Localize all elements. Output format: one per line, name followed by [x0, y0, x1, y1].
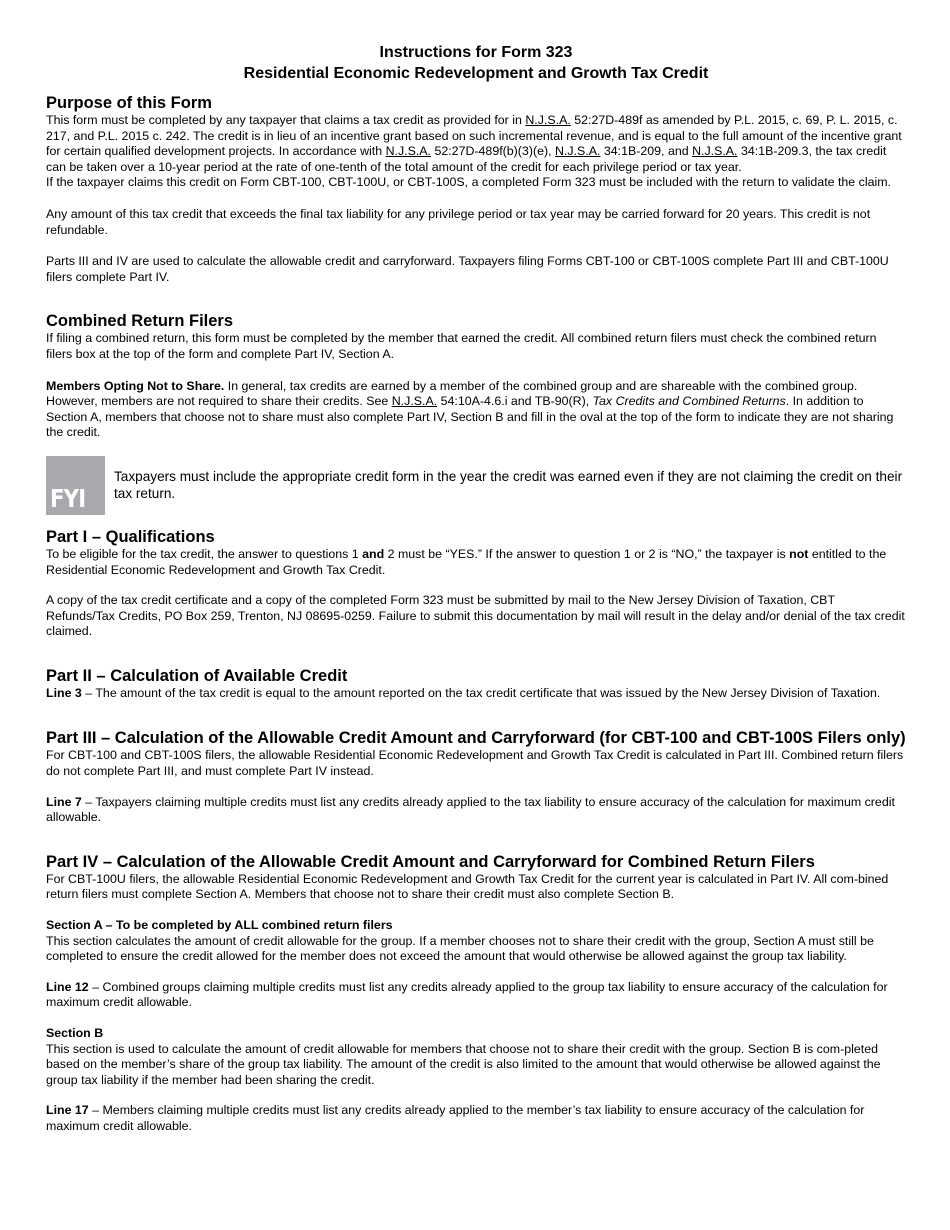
- part4-section-b: Section B This section is used to calculate the amount of credit allowable for members that choose not to share their credit with the group. Section B is com-pleted based on the member’s share of the group tax liability. The amount of the credit is also limited to the amount that would otherwise be allowed against the group tax liability if the member had been sharing the credit.: [46, 1026, 881, 1087]
- purpose-paragraph-1: This form must be completed by any taxpayer that claims a tax credit as provided for in N.J.S.A. 52:27D-489f as amended by P.L. 2015, c. 69, P. L. 2015, c. 217, and P.L. 2015 c. 242. The credit is in lieu of an incentive grant based on such incremental revenue, and is equal to the full amount of the incentive grant for certain qualified development projects. In accordance with N.J.S.A. 52:27D-489f(b)(3)(e), N.J.S.A. 34:1B-209, and N.J.S.A. 34:1B-209.3, the tax credit can be taken over a 10-year period at the rate of one-tenth of the total amount of the credit for each privilege period or tax year.: [46, 113, 902, 174]
- combined-section: [46, 312, 906, 441]
- part3-paragraph-1: For CBT-100 and CBT-100S filers, the allowable Residential Economic Redevelopment and Growth Tax Credit is calculated in Part III. Combined return filers do not complete Part III, and must complete Part IV instead.: [46, 748, 904, 779]
- fyi-callout: [46, 456, 906, 515]
- njsa-reference: N.J.S.A.: [385, 144, 432, 159]
- purpose-paragraph-1-cont: If the taxpayer claims this credit on Form CBT-100, CBT-100U, or CBT-100S, a completed Form 323 must be included with the return to validate the claim.: [46, 175, 892, 190]
- part4-paragraph-1: For CBT-100U filers, the allowable Residential Economic Redevelopment and Growth Tax Credit for the current year is calculated in Part IV. All com-bined return filers must complete Section A. Members that choose not to share their credit must also complete Section B.: [46, 871, 889, 902]
- njsa-reference: N.J.S.A.: [525, 113, 571, 127]
- document-title-line1: Instructions for Form 323: [379, 44, 573, 61]
- combined-paragraph-1: If filing a combined return, this form must be completed by the member that earned the credit. All combined return filers must check the combined return filers box at the top of the form and complete Part IV, Section A.: [46, 331, 877, 361]
- part4-heading: Part IV – Calculation of the Allowable Credit Amount and Carryforward for Combined Return Filers: [46, 852, 815, 871]
- part1-section: [46, 528, 906, 640]
- part2-line3: Line 3 – The amount of the tax credit is equal to the amount reported on the tax credit certificate that was issued by the New Jersey Division of Taxation.: [46, 685, 881, 700]
- purpose-section: [46, 94, 906, 285]
- njsa-reference: N.J.S.A.: [554, 144, 601, 159]
- purpose-heading: Purpose of this Form: [46, 94, 212, 112]
- part3-section: [46, 728, 906, 825]
- njsa-reference: N.J.S.A.: [391, 394, 438, 409]
- combined-paragraph-2: Members Opting Not to Share. In general, tax credits are earned by a member of the combined group and are shareable with the combined group. However, members are not required to share their credits. See N.J.S.A. 54:10A-4.6.i and TB-90(R), Tax Credits and Combined Returns. In addition to Section A, members that choose not to share must also complete Part IV, Section B and fill in the oval at the top of the form to indicate they are not sharing the credit.: [46, 378, 894, 440]
- document-title-line2: Residential Economic Redevelopment and Growth Tax Credit: [243, 65, 709, 82]
- part4-section: [46, 853, 906, 1135]
- purpose-paragraph-2: Any amount of this tax credit that exceeds the final tax liability for any privilege period or tax year may be carried forward for 20 years. This credit is not refundable.: [46, 206, 871, 237]
- part3-heading: Part III – Calculation of the Allowable Credit Amount and Carryforward (for CBT-100 and CBT-100S Filers only): [46, 729, 906, 748]
- fyi-message: Taxpayers must include the appropriate credit form in the year the credit was earned even if they are not claiming the credit on their tax return.: [114, 468, 903, 501]
- instructions-page: [46, 42, 906, 1135]
- fyi-icon: FYI: [46, 456, 105, 515]
- part1-paragraph-1: To be eligible for the tax credit, the answer to questions 1 and 2 must be “YES.” If the answer to question 1 or 2 is “NO,” the taxpayer is not entitled to the Residential Economic Redevelopment and Growth Tax Credit.: [46, 546, 887, 577]
- part3-line7: Line 7 – Taxpayers claiming multiple credits must list any credits already applied to the tax liability to ensure accuracy of the calculation for maximum credit allowable.: [46, 794, 895, 825]
- part1-paragraph-2: A copy of the tax credit certificate and a copy of the completed Form 323 must be submitted by mail to the New Jersey Division of Taxation, CBT Refunds/Tax Credits, PO Box 259, Trenton, NJ 08695-0259. Failure to submit this documentation by mail will result in the delay and/or denial of the tax credit claimed.: [46, 593, 905, 639]
- njsa-reference: N.J.S.A.: [692, 144, 738, 159]
- part4-line17: Line 17 – Members claiming multiple credits must list any credits already applied to the member’s tax liability to ensure accuracy of the calculation for maximum credit allowable.: [46, 1103, 865, 1133]
- purpose-paragraph-3: Parts III and IV are used to calculate the allowable credit and carryforward. Taxpayers filing Forms CBT-100 or CBT-100S complete Part III and CBT-100U filers complete Part IV.: [46, 254, 889, 284]
- combined-heading: Combined Return Filers: [46, 312, 234, 331]
- part1-heading: Part I – Qualifications: [46, 527, 215, 546]
- part2-section: [46, 667, 906, 702]
- part4-line12: Line 12 – Combined groups claiming multiple credits must list any credits already applied to the group tax liability to ensure accuracy of the calculation for maximum credit allowable.: [46, 979, 888, 1010]
- part2-heading: Part II – Calculation of Available Credit: [46, 666, 348, 685]
- part4-section-a: Section A – To be completed by ALL combined return filers This section calculates the amount of credit allowable for the group. If a member chooses not to share their credit with the group, Section A must still be completed to ensure the credit allowed for the member does not exceed the amount that would otherwise be allowed against the group tax liability.: [46, 918, 874, 964]
